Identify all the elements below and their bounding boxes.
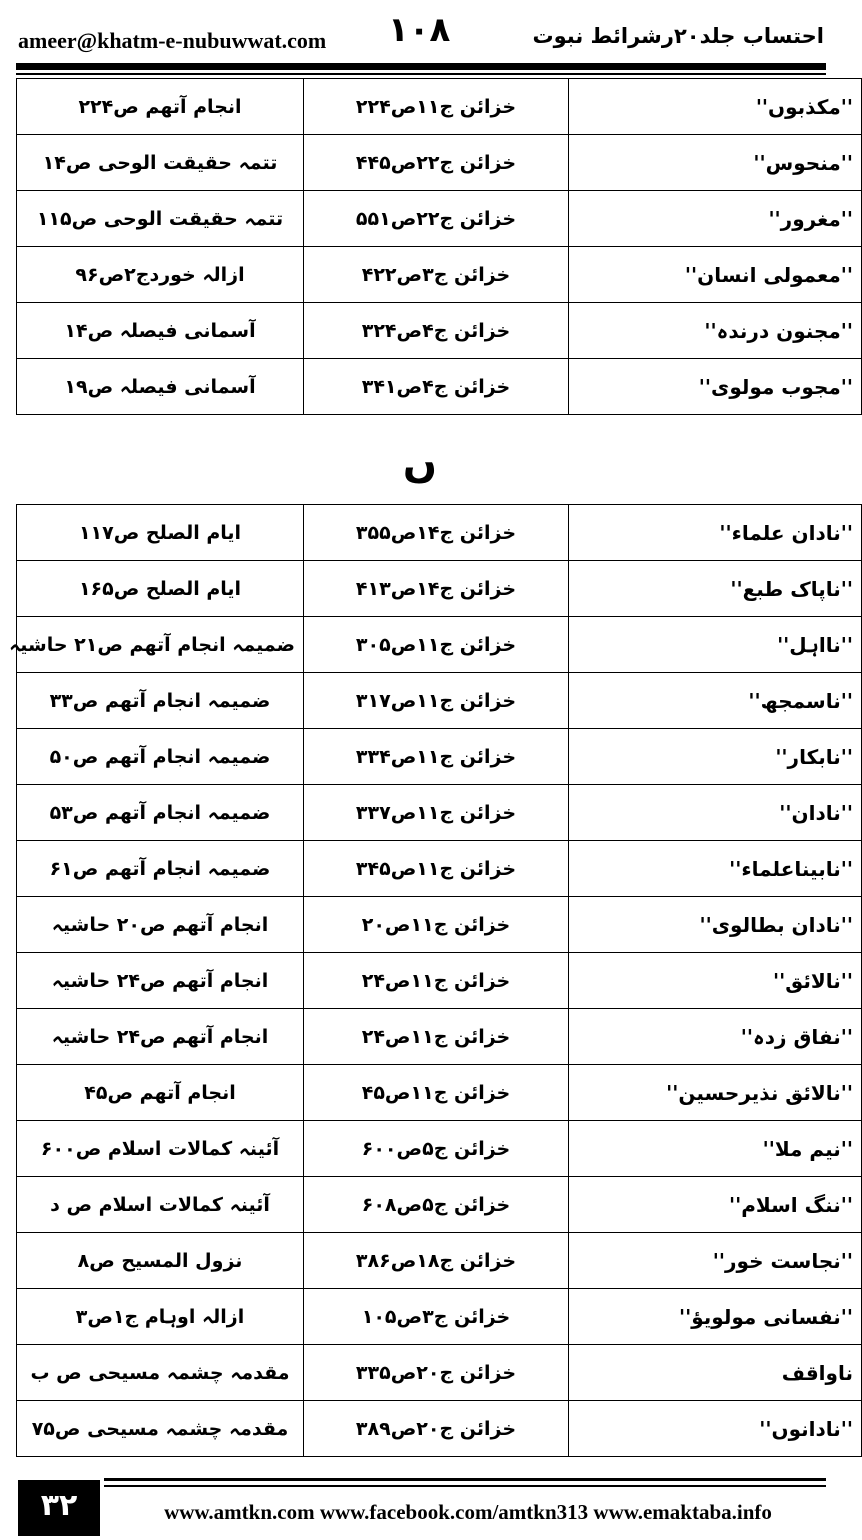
- table-row: [17, 561, 862, 617]
- table-row: [17, 1177, 862, 1233]
- term-cell: ''نادان'': [569, 785, 862, 841]
- table-row: [17, 953, 862, 1009]
- section-letter-noon: ں: [402, 441, 438, 487]
- source-ref-cell: انجام آتھم ص۴۵: [17, 1065, 304, 1121]
- khazain-ref-cell: خزائن ج۱۱ص۳۴۵: [304, 841, 569, 897]
- table-row: [17, 191, 862, 247]
- table-row: [17, 617, 862, 673]
- table-row: [17, 1009, 862, 1065]
- source-ref-cell: ضمیمہ انجام آتھم ص۳۳: [17, 673, 304, 729]
- footer-page-box: ۳۲: [18, 1480, 100, 1536]
- term-cell: ''مکذبوں'': [569, 79, 862, 135]
- khazain-ref-cell: خزائن ج۱۱ص۳۰۵: [304, 617, 569, 673]
- khazain-ref-cell: خزائن ج۱۱ص۲۲۴: [304, 79, 569, 135]
- table-row: [17, 359, 862, 415]
- book-title: احتساب جلد۲۰رشرائط نبوت: [532, 24, 824, 48]
- table-row: [17, 785, 862, 841]
- table-row: [17, 505, 862, 561]
- khazain-ref-cell: خزائن ج۲۲ص۵۵۱: [304, 191, 569, 247]
- term-cell: ''مغرور'': [569, 191, 862, 247]
- source-ref-cell: انجام آتھم ص۲۴ حاشیہ: [17, 1009, 304, 1065]
- header-rule-thin: [16, 73, 826, 75]
- source-ref-cell: آئینہ کمالات اسلام ص د: [17, 1177, 304, 1233]
- footer-rule-thin: [104, 1485, 826, 1487]
- source-ref-cell: انجام آتھم ص۲۴ حاشیہ: [17, 953, 304, 1009]
- glossary-table-bottom: [9, 504, 862, 1457]
- khazain-ref-cell: خزائن ج۱۱ص۳۱۷: [304, 673, 569, 729]
- khazain-ref-cell: خزائن ج۱۱ص۲۰: [304, 897, 569, 953]
- footer-websites: www.amtkn.com www.facebook.com/amtkn313 www.emaktaba.info: [164, 1500, 772, 1524]
- table-row: [17, 79, 862, 135]
- page-number: ١٠٨: [388, 10, 451, 50]
- glossary-table-top: [16, 78, 862, 415]
- term-cell: ''نادان علماء'': [569, 505, 862, 561]
- table-row: [17, 247, 862, 303]
- term-cell: ''نجاست خور'': [569, 1233, 862, 1289]
- source-ref-cell: تتمہ حقیقت الوحی ص۱۴: [17, 135, 304, 191]
- source-ref-cell: ضمیمہ انجام آتھم ص۶۱: [17, 841, 304, 897]
- khazain-ref-cell: خزائن ج۱۸ص۳۸۶: [304, 1233, 569, 1289]
- header-email: ameer@khatm-e-nubuwwat.com: [18, 28, 327, 53]
- source-ref-cell: آسمانی فیصلہ ص۱۹: [17, 359, 304, 415]
- term-cell: ''نالائق نذیرحسین'': [569, 1065, 862, 1121]
- source-ref-cell: آئینہ کمالات اسلام ص۶۰۰: [17, 1121, 304, 1177]
- header-rule-thick: [16, 63, 826, 70]
- khazain-ref-cell: خزائن ج۲۲ص۴۴۵: [304, 135, 569, 191]
- table-row: [17, 135, 862, 191]
- term-cell: ''نااہل'': [569, 617, 862, 673]
- source-ref-cell: نزول المسیح ص۸: [17, 1233, 304, 1289]
- term-cell: ''معمولی انسان'': [569, 247, 862, 303]
- table-row: [17, 841, 862, 897]
- term-cell: ''نفاق زدہ'': [569, 1009, 862, 1065]
- khazain-ref-cell: خزائن ج۱۱ص۳۳۷: [304, 785, 569, 841]
- khazain-ref-cell: خزائن ج۵ص۶۰۰: [304, 1121, 569, 1177]
- term-cell: ''نابکار'': [569, 729, 862, 785]
- term-cell: ''ننگ اسلام'': [569, 1177, 862, 1233]
- table-row: [17, 673, 862, 729]
- khazain-ref-cell: خزائن ج۱۱ص۲۴: [304, 953, 569, 1009]
- khazain-ref-cell: خزائن ج۳ص۴۲۲: [304, 247, 569, 303]
- source-ref-cell: انجام آتھم ص۲۰ حاشیہ: [17, 897, 304, 953]
- khazain-ref-cell: خزائن ج۱۱ص۳۳۴: [304, 729, 569, 785]
- khazain-ref-cell: خزائن ج۱۴ص۳۵۵: [304, 505, 569, 561]
- term-cell: ''نالائق'': [569, 953, 862, 1009]
- khazain-ref-cell: خزائن ج۵ص۶۰۸: [304, 1177, 569, 1233]
- table-row: [17, 1289, 862, 1345]
- term-cell: ''ناسمجھ'': [569, 673, 862, 729]
- table-row: [17, 1345, 862, 1401]
- term-cell: ''نیم ملا'': [569, 1121, 862, 1177]
- source-ref-cell: ایام الصلح ص۱۱۷: [17, 505, 304, 561]
- term-cell: ''نادانوں'': [569, 1401, 862, 1457]
- term-cell: ''مجوب مولوی'': [569, 359, 862, 415]
- term-cell: ''نادان بطالوی'': [569, 897, 862, 953]
- table-row: [17, 1121, 862, 1177]
- term-cell: ''نفسانی مولویؤ'': [569, 1289, 862, 1345]
- footer-rule: [104, 1478, 826, 1481]
- source-ref-cell: انجام آتھم ص۲۲۴: [17, 79, 304, 135]
- term-cell: ''ناپاک طبع'': [569, 561, 862, 617]
- term-cell: ناواقف: [569, 1345, 862, 1401]
- source-ref-cell: ازالہ اوہام ج۱ص۳: [17, 1289, 304, 1345]
- khazain-ref-cell: خزائن ج۲۰ص۳۸۹: [304, 1401, 569, 1457]
- khazain-ref-cell: خزائن ج۱۴ص۴۱۳: [304, 561, 569, 617]
- source-ref-cell: مقدمہ چشمہ مسیحی ص ب: [17, 1345, 304, 1401]
- table-row: [17, 1401, 862, 1457]
- term-cell: ''منحوس'': [569, 135, 862, 191]
- source-ref-cell: ضمیمہ انجام آتھم ص۵۰: [17, 729, 304, 785]
- table-row: [17, 1065, 862, 1121]
- khazain-ref-cell: خزائن ج۱۱ص۲۴: [304, 1009, 569, 1065]
- page-header: [18, 6, 826, 62]
- khazain-ref-cell: خزائن ج۱۱ص۴۵: [304, 1065, 569, 1121]
- table-row: [17, 1233, 862, 1289]
- source-ref-cell: آسمانی فیصلہ ص۱۴: [17, 303, 304, 359]
- khazain-ref-cell: خزائن ج۲۰ص۳۳۵: [304, 1345, 569, 1401]
- source-ref-cell: ضمیمہ انجام آتھم ص۵۳: [17, 785, 304, 841]
- khazain-ref-cell: خزائن ج۴ص۳۲۴: [304, 303, 569, 359]
- table-row: [17, 897, 862, 953]
- source-ref-cell: تتمہ حقیقت الوحی ص۱۱۵: [17, 191, 304, 247]
- khazain-ref-cell: خزائن ج۴ص۳۴۱: [304, 359, 569, 415]
- table-row: [17, 303, 862, 359]
- source-ref-cell: مقدمہ چشمہ مسیحی ص۷۵: [17, 1401, 304, 1457]
- table-row: [17, 729, 862, 785]
- source-ref-cell: ایام الصلح ص۱۶۵: [17, 561, 304, 617]
- source-ref-cell: ضمیمہ انجام آتھم ص۲۱ حاشیہ: [17, 617, 304, 673]
- khazain-ref-cell: خزائن ج۳ص۱۰۵: [304, 1289, 569, 1345]
- term-cell: ''نابیناعلماء'': [569, 841, 862, 897]
- term-cell: ''مجنون درندہ'': [569, 303, 862, 359]
- source-ref-cell: ازالہ خوردج۲ص۹۶: [17, 247, 304, 303]
